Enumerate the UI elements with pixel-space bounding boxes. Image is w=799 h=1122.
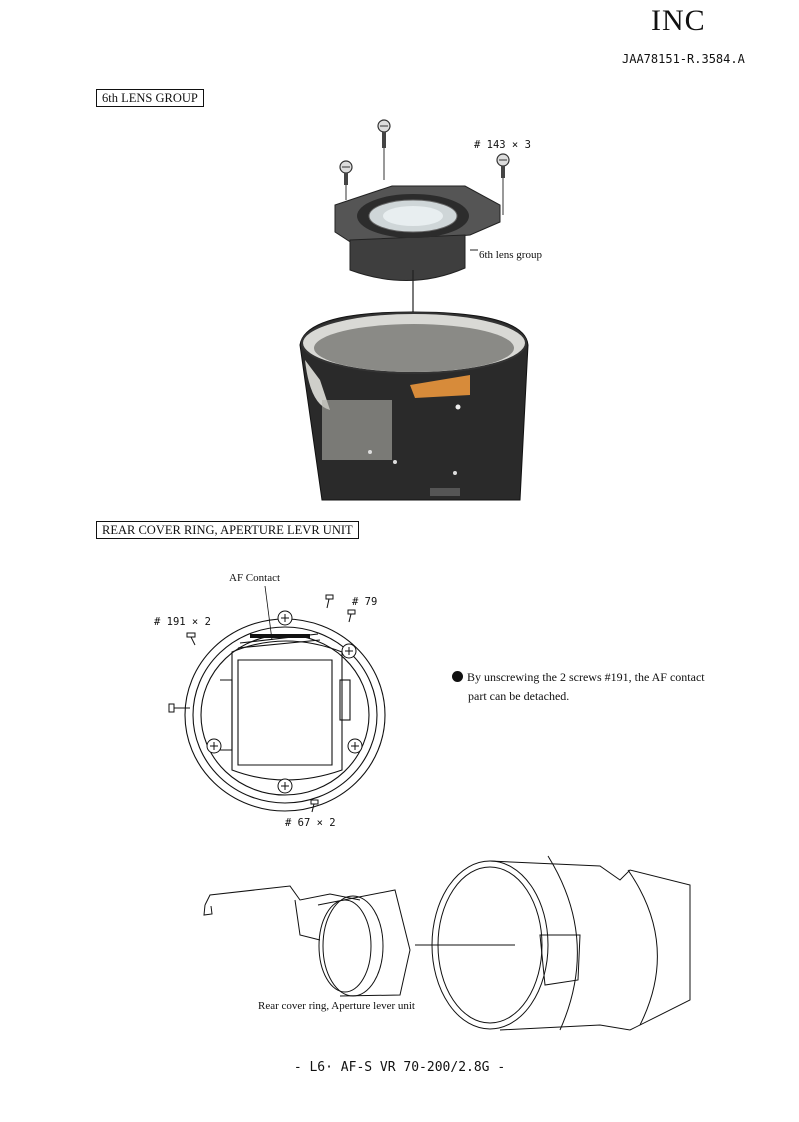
note-line-1: By unscrewing the 2 screws #191, the AF contact bbox=[467, 670, 705, 684]
screw-191-label: # 191 × 2 bbox=[154, 616, 211, 628]
company-name: INC bbox=[651, 4, 706, 37]
bullet-icon bbox=[452, 671, 463, 682]
af-contact-note bbox=[452, 668, 705, 706]
rear-cover-unit-label: Rear cover ring, Aperture lever unit bbox=[258, 1000, 415, 1012]
note-line-2: part can be detached. bbox=[468, 689, 570, 703]
page-footer: - L6· AF-S VR 70-200/2.8G - bbox=[293, 1060, 506, 1075]
part-label-6th-lens-group: 6th lens group bbox=[479, 249, 542, 261]
screw-79-label: # 79 bbox=[352, 596, 378, 608]
af-contact-label: AF Contact bbox=[229, 572, 281, 584]
screw-67-label: # 67 × 2 bbox=[285, 817, 336, 829]
screw-143-label: # 143 × 3 bbox=[474, 139, 531, 151]
section-title-rear-cover-ring: REAR COVER RING, APERTURE LEVR UNIT bbox=[96, 521, 359, 539]
section-title-6th-lens-group: 6th LENS GROUP bbox=[96, 89, 204, 107]
document-number: JAA78151-R.3584.A bbox=[622, 52, 745, 66]
